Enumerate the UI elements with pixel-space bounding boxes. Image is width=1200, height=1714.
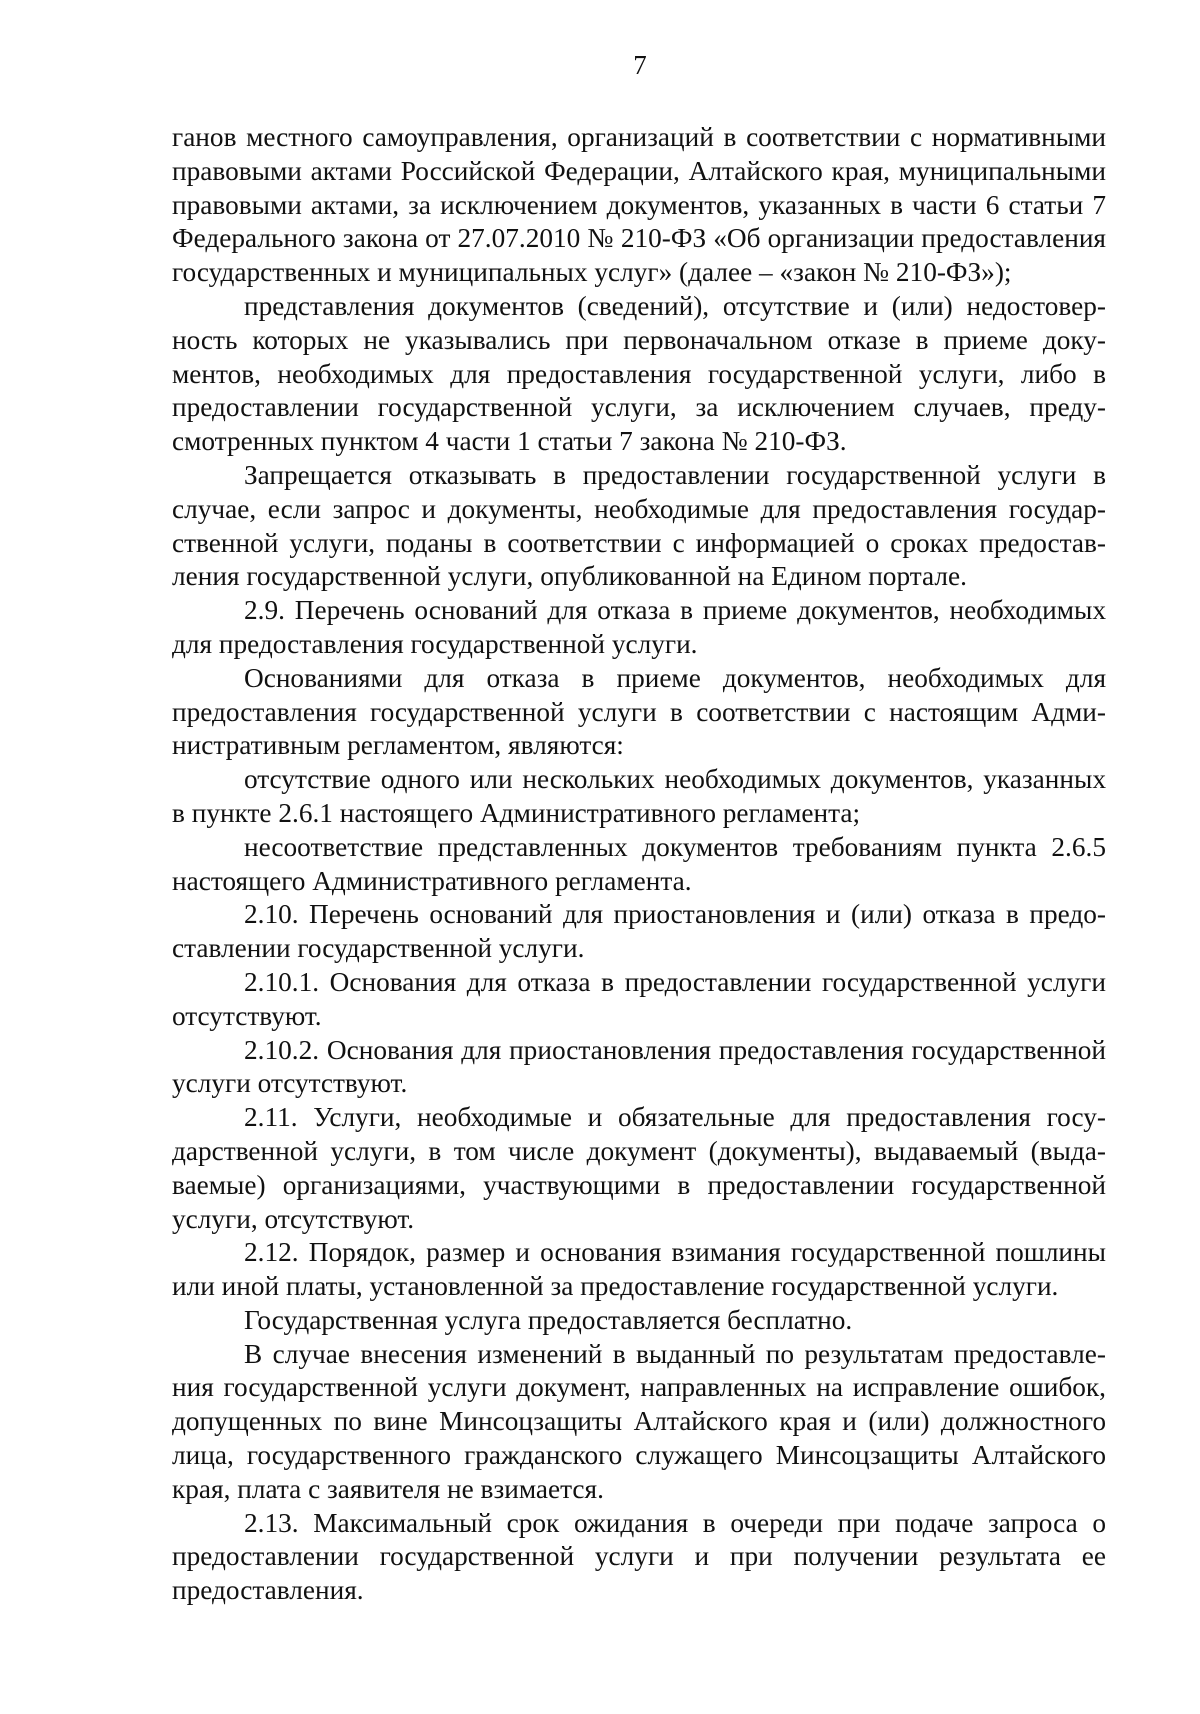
page-number: 7: [633, 50, 647, 80]
paragraph-corrections-no-fee: В случае внесения изменений в выданный по результатам предоставления государственной услуги документ, направленных на исправление ошибок, допущенных по вине Минсоцзащиты Алтайского края и (или) должностного лица, государственного гражданского служащего Минсоцзащиты Алтайского края, плата с заявителя не взимается.: [172, 1338, 1106, 1504]
paragraph-refusal-prohibited: Запрещается отказывать в предоставлении государственной услуги в случае, если запрос и документы, необходимые для предоставления государственной услуги, поданы в соответствии с информацией о сроках предоставления государственной услуги, опубликованной на Едином портале.: [172, 459, 1106, 592]
document-body: [172, 121, 1106, 1608]
paragraph-free-of-charge: Государственная услуга предоставляется бесплатно.: [244, 1304, 853, 1335]
section-2-11: 2.11. Услуги, необходимые и обязательные для предоставления государственной услуги, в том числе документ (документы), выдаваемый (выдаваемые) организациями, участвующими в предоставлении государственной услуги, отсутствуют.: [172, 1102, 1106, 1234]
paragraph-representation-documents: представления документов (сведений), отсутствие и (или) недостоверность которых не указывались при первоначальном отказе в приеме документов, необходимых для предоставления государственной услуги, либо в предоставлении государственной услуги, за исключением случаев, предусмотренных пунктом 4 части 1 статьи 7 закона № 210-ФЗ.: [172, 290, 1106, 457]
paragraph-grounds-for-refusal: Основаниями для отказа в приеме документов, необходимых для предоставления государственной услуги в соответствии с настоящим Административным регламентом, являются:: [172, 662, 1106, 761]
paragraph-continuation: ганов местного самоуправления, организаций в соответствии с нормативными правовыми актами Российской Федерации, Алтайского края, муниципальными правовыми актами, за исключением документов, указанных в части 6 статьи 7 Федерального закона от 27.07.2010 № 210-ФЗ «Об организации предоставления государственных и муниципальных услуг» (далее – «закон № 210-ФЗ»);: [172, 122, 1106, 288]
section-2-9-heading: 2.9. Перечень оснований для отказа в приеме документов, необходимых для предоставления государственной услуги.: [172, 595, 1106, 659]
section-2-10-1: 2.10.1. Основания для отказа в предоставлении государственной услуги отсутствуют.: [172, 966, 1106, 1031]
section-2-10-2: 2.10.2. Основания для приостановления предоставления государственной услуги отсутствуют.: [172, 1034, 1106, 1099]
section-2-12-heading: 2.12. Порядок, размер и основания взимания государственной пошлины или иной платы, установленной за предоставление государственной услуги.: [172, 1237, 1106, 1302]
paragraph-missing-documents: отсутствие одного или нескольких необходимых документов, указанных в пункте 2.6.1 настоящего Административного регламента;: [172, 764, 1106, 828]
paragraph-noncompliance: несоответствие представленных документов требованиям пункта 2.6.5 настоящего Административного регламента.: [172, 831, 1106, 896]
section-2-10-heading: 2.10. Перечень оснований для приостановления и (или) отказа в предоставлении государственной услуги.: [172, 899, 1106, 964]
section-2-13-heading: 2.13. Максимальный срок ожидания в очереди при подаче запроса о предоставлении государственной услуги и при получении результата ее предоставления.: [172, 1507, 1106, 1606]
